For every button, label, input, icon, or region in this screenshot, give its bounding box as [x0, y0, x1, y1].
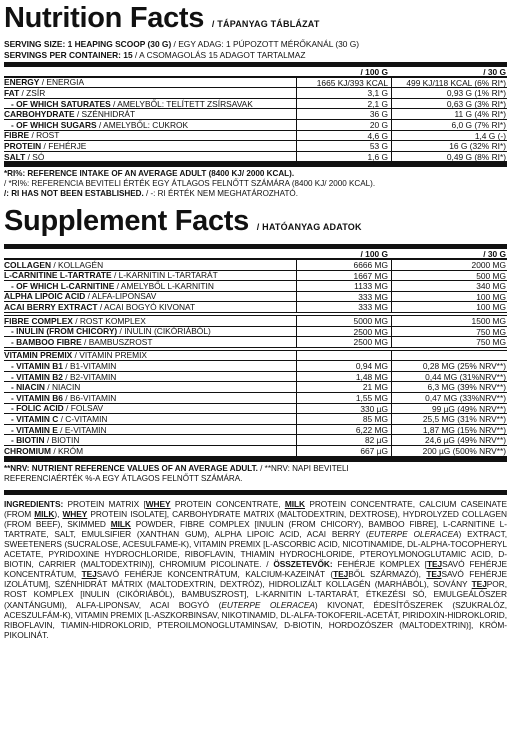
- nutrition-name: [4, 78, 296, 88]
- supplement-row: [4, 372, 507, 383]
- nutrition-row: [4, 88, 507, 99]
- nutrition-name-en: CARBOHYDRATE: [4, 109, 75, 120]
- serving-size-label: SERVING SIZE: 1 HEAPING SCOOP (30 G): [4, 39, 172, 49]
- supplement-value-30g: 100 MG: [391, 292, 507, 302]
- nutrition-name-en: ENERGY: [4, 77, 40, 88]
- nutrition-value-100g: 1,6 G: [296, 152, 391, 162]
- supplement-name-en: ACAI BERRY EXTRACT: [4, 302, 98, 313]
- nutrition-notes: [4, 169, 507, 199]
- supplement-row: [4, 404, 507, 415]
- supplement-name-en: VITAMIN PREMIX: [4, 350, 73, 361]
- serving-size-line: [4, 39, 507, 50]
- nutrition-name: [4, 152, 296, 162]
- supplement-name-en: - VITAMIN B6: [11, 393, 63, 403]
- supplement-row: [4, 351, 507, 362]
- supplement-name-hu: / ACAI BOGYÓ KIVONAT: [97, 302, 196, 313]
- nutrition-name: [4, 99, 296, 109]
- supplement-value-100g: 5000 MG: [296, 316, 391, 326]
- supplement-name: [4, 271, 296, 281]
- supplement-value-30g: 24,6 µG (49% NRV**): [391, 435, 507, 445]
- supplement-name: [4, 316, 296, 326]
- supplement-name-en: - VITAMIN E: [11, 424, 58, 435]
- nutrition-name: [4, 141, 296, 151]
- supplement-value-30g: 0,47 MG (33%NRV**): [391, 393, 507, 403]
- nutrition-row: [4, 152, 507, 163]
- nutrition-value-100g: 1665 KJ/393 KCAL: [296, 78, 391, 88]
- nutrition-name-hu: / AMELYBŐL: TELÍTETT ZSÍRSAVAK: [110, 98, 253, 109]
- nutrition-row: [4, 78, 507, 89]
- supplement-name: [4, 351, 296, 361]
- nutrition-name-hu: / AMELYBŐL: CUKROK: [96, 119, 189, 130]
- ingredients-text: [4, 499, 507, 640]
- supplement-row: [4, 316, 507, 327]
- nutrition-col-30g: / 30 G: [483, 67, 506, 77]
- supplement-name: [4, 302, 296, 312]
- nutrition-name-en: FAT: [4, 88, 20, 98]
- supplement-subtitle: / HATÓANYAG ADATOK: [256, 222, 362, 233]
- nutrition-name-hu: / ZSÍR: [19, 88, 46, 98]
- servings-hu: / A CSOMAGOLÁS 15 ADAGOT TARTALMAZ: [132, 49, 306, 60]
- ingredients-segment: PROTEIN MATRIX [: [63, 498, 146, 509]
- supplement-col-100g: / 100 G: [360, 249, 388, 260]
- nutrition-note-hu: / *RI%: REFERENCIA BEVITELI ÉRTÉK EGY ÁTLAGOS FELNŐTT SZÁMÁRA (8400 KJ/ 2000 KCAL).: [4, 179, 376, 189]
- supplement-value-30g: 6,3 MG (39% NRV**): [391, 382, 507, 392]
- nutrition-row: [4, 120, 507, 131]
- supplement-name-hu: / L-KARNITIN L-TARTARÁT: [111, 270, 218, 281]
- supplement-name: [4, 435, 296, 445]
- nutrition-note-en: /: RI HAS NOT BEEN ESTABLISHED.: [4, 189, 144, 199]
- ingredients-segment: PROTEIN CONCENTRATE,: [170, 498, 285, 509]
- nutrition-value-30g: 0,93 G (1% RI*): [391, 88, 507, 98]
- supplement-name: [4, 425, 296, 435]
- allergen: TEJ: [333, 569, 349, 580]
- nutrition-value-30g: 0,49 G (8% RI*): [391, 152, 507, 162]
- supplement-name-hu: / BAMBUSZROST: [81, 337, 153, 347]
- supplement-row: [4, 361, 507, 372]
- supplement-name-en: - INULIN (FROM CHICORY): [11, 326, 118, 337]
- nutrition-note: [4, 179, 507, 189]
- supplement-name-hu: / ALFA-LIPONSAV: [85, 291, 157, 302]
- nutrition-value-30g: 0,63 G (3% RI*): [391, 99, 507, 109]
- nutrition-value-30g: 499 KJ/118 KCAL (6% RI*): [391, 78, 507, 88]
- nutrition-value-30g: 6,0 G (7% RI*): [391, 120, 507, 130]
- species-name: EUTERPE OLERACEA: [368, 528, 459, 539]
- ingredients-segment: SAVÓ FEHÉRJE IZOLÁTUM], SZÉNHIDRÁT MÁTRIX (MALTODEXTRIN, DEXTRÓZ), HIDROLIZÁLT KOLLAGÉN (MARHÁBÓL), SOVÁNY: [4, 569, 507, 590]
- nutrition-name-hu: / FEHÉRJE: [41, 141, 87, 151]
- supplement-value-30g: 2000 MG: [391, 260, 507, 270]
- supplement-value-30g: 200 µG (500% NRV**): [391, 446, 507, 456]
- supplement-name-hu: / BIOTIN: [44, 435, 80, 446]
- supplement-value-30g: 100 MG: [391, 302, 507, 312]
- nutrition-note: [4, 189, 507, 199]
- supplement-name: [4, 281, 296, 291]
- supplement-title-text: Supplement Facts: [4, 205, 249, 238]
- nutrition-name-en: - OF WHICH SUGARS: [11, 119, 97, 130]
- supplement-name-en: ALPHA LIPOIC ACID: [4, 291, 86, 302]
- allergen: TEJ: [426, 569, 442, 580]
- supplement-value-100g: 2500 MG: [296, 337, 391, 347]
- supplement-name: [4, 414, 296, 424]
- supplement-name-hu: / B6-VITAMIN: [62, 393, 117, 403]
- supplement-name-hu: / FOLSAV: [63, 403, 104, 414]
- nutrition-name-hu: / SÓ: [25, 151, 45, 162]
- divider: [4, 457, 507, 462]
- nutrition-col-100g: / 100 G: [360, 67, 388, 77]
- ingredients-heading: ÖSSZETEVŐK:: [273, 559, 333, 570]
- supplement-row: [4, 446, 507, 457]
- ingredients-segment: BŐL SZÁRMAZÓ),: [348, 569, 427, 580]
- supplement-value-30g: 99 µG (49% NRV**): [391, 404, 507, 414]
- nutrition-value-100g: 36 G: [296, 109, 391, 119]
- supplement-value-30g: 750 MG: [391, 327, 507, 337]
- nutrition-row: [4, 109, 507, 120]
- supplement-value-100g: 1,55 MG: [296, 393, 391, 403]
- supplement-value-30g: 25,5 MG (31% NRV**): [391, 414, 507, 424]
- ingredients-segment: PROTEIN CONCENTRATE, CALCIUM CASEINATE (FROM: [4, 498, 507, 519]
- supplement-column-header: [4, 249, 507, 260]
- nutrition-name-hu: / SZÉNHIDRÁT: [74, 109, 136, 120]
- supplement-name: [4, 361, 296, 371]
- supplement-value-30g: 340 MG: [391, 281, 507, 291]
- supplement-name-en: FIBRE COMPLEX: [4, 315, 73, 326]
- divider: [4, 490, 507, 495]
- allergen: WHEY: [145, 498, 171, 509]
- allergen: MILK: [34, 508, 55, 519]
- nutrition-note-en: *RI%: REFERENCE INTAKE OF AN AVERAGE ADULT (8400 KJ/ 2000 KCAL).: [4, 169, 295, 179]
- supplement-name: [4, 393, 296, 403]
- allergen: WHEY: [62, 508, 88, 519]
- supplement-name: [4, 372, 296, 382]
- supplement-name-en: CHROMIUM: [4, 446, 51, 456]
- servings-per-container-line: [4, 50, 507, 61]
- supplement-value-100g: 6,22 MG: [296, 425, 391, 435]
- supplement-value-100g: 1,48 MG: [296, 372, 391, 382]
- supplement-value-100g: 0,94 MG: [296, 361, 391, 371]
- supplement-row: [4, 302, 507, 313]
- nutrition-name: [4, 109, 296, 119]
- supplement-name-hu: / ROST KOMPLEX: [72, 315, 146, 326]
- nutrition-name: [4, 88, 296, 98]
- ingredients-segment: ) KIVONAT, ÉDESÍTŐSZEREK (SZUKRALÓZ, ACESZULFÁM-K), VITAMIN PREMIX [L-ASZKORBINSAV, NIKOTINAMID, DL-ALFA-TOKOFERIL-ACETÁT, PIRIDOXIN-HIDROKLORID, RIBOFLAVIN, TIAMIN-HIDROKLORID, PTEROILMONOGLUTAMINSAV, D-BIOTIN, HORDOZÓSZER (MALTODEXTRIN)], KRÓM-PIKOLINÁT.: [4, 599, 507, 640]
- nutrition-row: [4, 141, 507, 152]
- nutrition-value-100g: 3,1 G: [296, 88, 391, 98]
- nrv-note-en: **NRV: NUTRIENT REFERENCE VALUES OF AN AVERAGE ADULT.: [4, 463, 258, 473]
- supplement-row: [4, 382, 507, 393]
- nutrition-table: [4, 78, 507, 163]
- nutrition-note-hu: / -: RI ÉRTÉK NEM MEGHATÁROZHATÓ.: [143, 189, 298, 199]
- supplement-value-100g: [296, 351, 391, 361]
- supplement-value-30g: [391, 351, 507, 361]
- nrv-note-hu1: / **NRV: NAPI BEVITELI: [257, 463, 349, 473]
- supplement-facts-title: [4, 206, 507, 242]
- supplement-value-100g: 85 MG: [296, 414, 391, 424]
- nutrition-row: [4, 99, 507, 110]
- ingredients-segment: SAVÓ FEHÉRJE KONCENTRÁTUM, KALCIUM-KAZEINÁT (: [96, 569, 334, 580]
- nutrition-row: [4, 131, 507, 142]
- nutrition-column-header: [4, 67, 507, 78]
- nutrition-name-en: - OF WHICH SATURATES: [11, 98, 111, 109]
- supplement-value-100g: 1667 MG: [296, 271, 391, 281]
- supplement-row: [4, 260, 507, 271]
- ingredients-segment: SAVÓ FEHÉRJE KONCENTRÁTUM,: [4, 559, 507, 580]
- ingredients-heading: INGREDIENTS:: [4, 498, 64, 509]
- supplement-value-100g: 1133 MG: [296, 281, 391, 291]
- ingredients-segment: PROTEIN ISOLATE], CARBOHYDRATE MATRIX (MALTODEXTRIN, DEXTROSE), HYDROLYZED COLLAGEN (FROM BEEF), SKIMMED: [4, 508, 507, 529]
- nutrition-facts-title: [4, 3, 507, 39]
- supplement-name-hu: / B2-VITAMIN: [62, 371, 117, 382]
- supplement-value-30g: 0,44 MG (31%NRV**): [391, 372, 507, 382]
- nutrition-name-en: PROTEIN: [4, 141, 42, 151]
- nutrition-value-100g: 4,6 G: [296, 131, 391, 141]
- nutrition-value-30g: 1,4 G (-): [391, 131, 507, 141]
- supplement-name: [4, 382, 296, 392]
- divider: [4, 162, 507, 167]
- supplement-name-en: - VITAMIN B2: [11, 371, 63, 382]
- nutrition-name-hu: / ROST: [29, 130, 60, 141]
- supplement-row: [4, 425, 507, 436]
- allergen: MILK: [110, 518, 131, 529]
- supplement-value-30g: 750 MG: [391, 337, 507, 347]
- supplement-name-en: - BAMBOO FIBRE: [11, 337, 82, 347]
- supplement-name: [4, 446, 296, 456]
- supplement-value-100g: 333 MG: [296, 292, 391, 302]
- supplement-name-hu: / KRÓM: [51, 446, 84, 456]
- supplement-row: [4, 435, 507, 446]
- nutrition-name: [4, 120, 296, 130]
- nutrition-value-100g: 53 G: [296, 141, 391, 151]
- supplement-value-30g: 0,28 MG (25% NRV**): [391, 361, 507, 371]
- supplement-name-en: - FOLIC ACID: [11, 403, 64, 414]
- supplement-name-hu: / AMELYBŐL L-KARNITIN: [114, 281, 214, 291]
- ingredients-segment: ),: [54, 508, 63, 519]
- supplement-row: [4, 327, 507, 338]
- supplement-value-100g: 2500 MG: [296, 327, 391, 337]
- supplement-table: [4, 260, 507, 457]
- supplement-name-en: - BIOTIN: [11, 435, 45, 446]
- nutrition-title-text: Nutrition Facts: [4, 2, 205, 34]
- nutrition-name-en: FIBRE: [4, 130, 30, 141]
- supplement-name-en: - NIACIN: [11, 382, 45, 393]
- supplement-name-en: COLLAGEN: [4, 259, 51, 270]
- supplement-row: [4, 414, 507, 425]
- supplement-name-hu: / NIACIN: [44, 382, 81, 393]
- supplement-name-hu: / VITAMIN PREMIX: [72, 350, 148, 361]
- supplement-value-100g: 667 µG: [296, 446, 391, 456]
- ingredients-segment: POR, ROST KOMPLEX [INULIN (CIKÓRIÁBÓL), BAMBUSZROST], L-KARNITIN L-TARTARÁT, ÉTKEZÉSI SÓ, EMULGEÁLÓSZER (XANTÁNGUMI), ALFA-LIPONSAV, ACAI BOGYÓ (: [4, 579, 507, 610]
- supplement-col-30g: / 30 G: [483, 249, 506, 260]
- supplement-value-100g: 21 MG: [296, 382, 391, 392]
- species-name: EUTERPE OLERACEA: [221, 599, 315, 610]
- supplement-name-hu: / E-VITAMIN: [57, 424, 107, 435]
- ingredients-segment: POWDER, FIBRE COMPLEX [INULIN (FROM CHICORY), BAMBOO FIBRE], L-CARNITINE L-TARTRATE, SALT, EMULSIFIER (XANTHAN GUM), ALPHA LIPOIC ACID, ACAI BERRY (: [4, 518, 507, 539]
- supplement-value-100g: 333 MG: [296, 302, 391, 312]
- serving-size-hu: / EGY ADAG: 1 PÚPOZOTT MÉRŐKANÁL (30 G): [171, 39, 360, 49]
- nutrition-value-100g: 20 G: [296, 120, 391, 130]
- supplement-value-30g: 500 MG: [391, 271, 507, 281]
- supplement-row: [4, 337, 507, 348]
- supplement-row: [4, 271, 507, 282]
- supplement-value-30g: 1,87 MG (15% NRV**): [391, 425, 507, 435]
- nrv-note-hu2: REFERENCIAÉRTÉK %-A EGY ÁTLAGOS FELNŐTT SZÁMÁRA.: [4, 473, 243, 483]
- supplement-notes: [4, 464, 507, 484]
- supplement-name-en: - VITAMIN B1: [11, 361, 63, 372]
- supplement-name-en: - OF WHICH L-CARNITINE: [11, 281, 115, 291]
- ingredients-segment: FEHÉRJE KOMPLEX [: [332, 559, 427, 570]
- supplement-value-100g: 330 µG: [296, 404, 391, 414]
- supplement-value-100g: 82 µG: [296, 435, 391, 445]
- nutrition-name-hu: / ENERGIA: [39, 77, 85, 88]
- supplement-name: [4, 404, 296, 414]
- supplement-name: [4, 327, 296, 337]
- supplement-name: [4, 292, 296, 302]
- supplement-name-hu: / B1-VITAMIN: [62, 361, 117, 372]
- nutrition-name: [4, 131, 296, 141]
- supplement-name-en: L-CARNITINE L-TARTRATE: [4, 270, 112, 281]
- supplement-row: [4, 292, 507, 303]
- ingredients-segment: ) EXTRACT, SWEETENERS (SUCRALOSE, ACESULFAME-K), VITAMIN PREMIX [L-ASCORBIC ACID, NICOTINAMIDE, DL-ALPHA-TOCOPHERYL ACETATE, PYRIDOXINE HYDROCHLORIDE, RIBOFLAVIN, THIAMIN HYDROCHLORIDE, PTEROYLMONOGLUTAMIC ACID, D-BIOTIN, CARRIER (MALTODEXTRIN)], CHROMIUM PICOLINATE. /: [4, 528, 507, 570]
- supplement-value-100g: 6666 MG: [296, 260, 391, 270]
- nutrition-subtitle: / TÁPANYAG TÁBLÁZAT: [211, 19, 320, 29]
- allergen: TEJ: [426, 559, 443, 570]
- supplement-name-hu: / C-VITAMIN: [58, 414, 108, 425]
- supplement-row: [4, 393, 507, 404]
- nutrition-note: [4, 169, 507, 179]
- supplement-name-hu: / INULIN (CIKÓRIÁBÓL): [117, 326, 211, 337]
- servings-label: SERVINGS PER CONTAINER: 15: [4, 49, 133, 60]
- nutrition-value-30g: 16 G (32% RI*): [391, 141, 507, 151]
- allergen: TEJ: [471, 579, 487, 590]
- supplement-name: [4, 337, 296, 347]
- supplement-value-30g: 1500 MG: [391, 316, 507, 326]
- supplement-name: [4, 260, 296, 270]
- supplement-name-en: - VITAMIN C: [11, 414, 59, 425]
- nutrition-label: [4, 3, 507, 640]
- nutrition-name-en: SALT: [4, 151, 26, 162]
- supplement-row: [4, 281, 507, 292]
- supplement-name-hu: / KOLLAGÉN: [51, 259, 104, 270]
- nutrition-value-100g: 2,1 G: [296, 99, 391, 109]
- allergen: TEJ: [81, 569, 97, 580]
- nutrition-value-30g: 11 G (4% RI*): [391, 109, 507, 119]
- allergen: MILK: [284, 498, 306, 509]
